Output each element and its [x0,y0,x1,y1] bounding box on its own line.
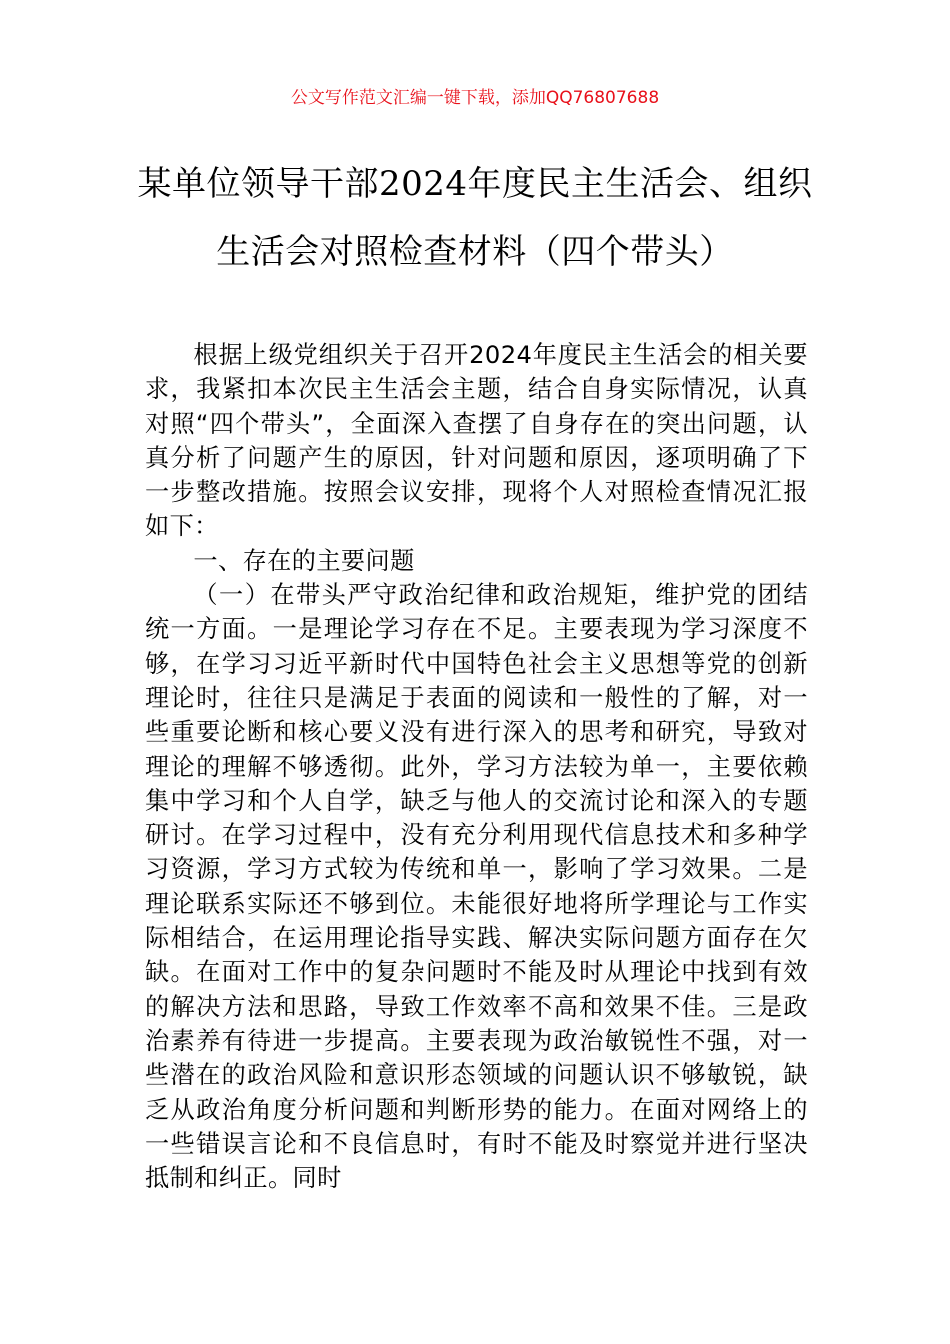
document-title: 某单位领导干部2024年度民主生活会、组织生活会对照检查材料（四个带头） [137,164,813,272]
section-heading: 一、存在的主要问题 [193,546,415,575]
section-paragraph: （一）在带头严守政治纪律和政治规矩，维护党的团结统一方面。一是理论学习存在不足。主要表现为学习深度不够，在学习习近平新时代中国特色社会主义思想等党的创新理论时，往往只是满足于表面的阅读和一般性的了解，对一些重要论断和核心要义没有进行深入的思考和研究，导致对理论的理解不够透彻。此外，学习方法较为单一，主要依赖集中学习和个人自学，缺乏与他人的交流讨论和深入的专题研讨。在学习过程中，没有充分利用现代信息技术和多种学习资源，学习方式较为传统和单一，影响了学习效果。二是理论联系实际还不够到位。未能很好地将所学理论与工作实际相结合，在运用理论指导实践、解决实际问题方面存在欠缺。在面对工作中的复杂问题时不能及时从理论中找到有效的解决方法和思路，导致工作效率不高和效果不佳。三是政治素养有待进一步提高。主要表现为政治敏锐性不强，对一些潜在的政治风险和意识形态领域的问题认识不够敏锐，缺乏从政治角度分析问题和判断形势的能力。在面对网络上的一些错误言论和不良信息时，有时不能及时察觉并进行坚决抵制和纠正。同时 [145,581,808,1193]
download-banner: 公文写作范文汇编一键下载，添加QQ76807688 [290,88,660,108]
document-body [145,338,808,1195]
intro-paragraph: 根据上级党组织关于召开2024年度民主生活会的相关要求，我紧扣本次民主生活会主题，结合自身实际情况，认真对照“四个带头”，全面深入查摆了自身存在的突出问题，认真分析了问题产生的原因，针对问题和原因，逐项明确了下一步整改措施。按照会议安排，现将个人对照检查情况汇报如下： [145,341,808,541]
